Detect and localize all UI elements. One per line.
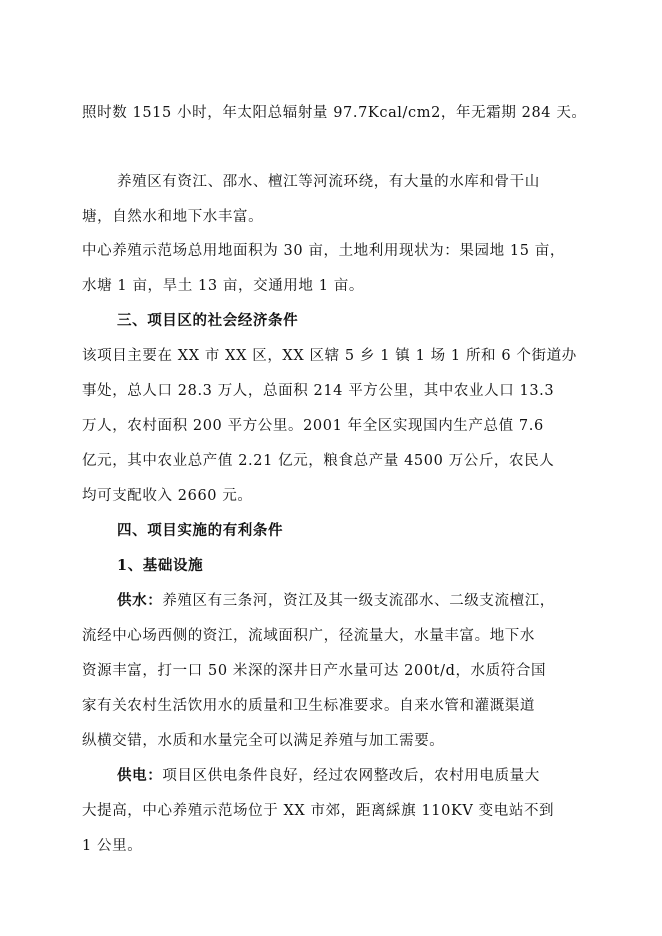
paragraph-line: 资源丰富，打一口 50 米深的深井日产水量可达 200t/d，水质符合国 bbox=[82, 663, 547, 679]
paragraph-line: 纵横交错，水质和水量完全可以满足养殖与加工需要。 bbox=[82, 733, 445, 749]
paragraph-line bbox=[117, 591, 555, 611]
subsection-heading: 1、基础设施 bbox=[117, 557, 204, 574]
paragraph-text: 养殖区有三条河，资江及其一级支流邵水、二级支流檀江， bbox=[162, 593, 555, 609]
paragraph-line: 均可支配收入 2660 元。 bbox=[82, 488, 253, 504]
paragraph-line: 中心养殖示范场总用地面积为 30 亩，土地利用现状为：果园地 15 亩， bbox=[82, 243, 565, 259]
paragraph-line: 塘，自然水和地下水丰富。 bbox=[82, 209, 264, 225]
paragraph-line: 水塘 1 亩，旱土 13 亩，交通用地 1 亩。 bbox=[82, 278, 364, 294]
paragraph-line: 亿元，其中农业总产值 2.21 亿元，粮食总产量 4500 万公斤，农民人 bbox=[82, 453, 555, 469]
paragraph-line: 该项目主要在 XX 市 XX 区，XX 区辖 5 乡 1 镇 1 场 1 所和 6 个街道办 bbox=[82, 348, 577, 364]
paragraph-line: 事处，总人口 28.3 万人，总面积 214 平方公里，其中农业人口 13.3 bbox=[82, 383, 555, 399]
paragraph-text: 项目区供电条件良好，经过农网整改后，农村用电质量大 bbox=[162, 768, 540, 784]
section-heading: 四、项目实施的有利条件 bbox=[117, 522, 284, 539]
paragraph-line: 家有关农村生活饮用水的质量和卫生标准要求。自来水管和灌溉渠道 bbox=[82, 698, 535, 714]
paragraph-line: 万人，农村面积 200 平方公里。2001 年全区实现国内生产总值 7.6 bbox=[82, 418, 544, 434]
paragraph-line: 养殖区有资江、邵水、檀江等河流环绕，有大量的水库和骨干山 bbox=[117, 174, 540, 190]
water-supply-label: 供水： bbox=[117, 592, 163, 609]
paragraph-line: 流经中心场西侧的资江，流域面积广，径流量大，水量丰富。地下水 bbox=[82, 628, 535, 644]
paragraph-line: 照时数 1515 小时，年太阳总辐射量 97.7Kcal/cm2，年无霜期 284 天。 bbox=[82, 105, 587, 121]
power-supply-label: 供电： bbox=[117, 767, 163, 784]
paragraph-line bbox=[117, 766, 540, 786]
paragraph-line: 1 公里。 bbox=[82, 838, 143, 854]
paragraph-line: 大提高，中心养殖示范场位于 XX 市郊，距离綵旗 110KV 变电站不到 bbox=[82, 803, 555, 819]
section-heading: 三、项目区的社会经济条件 bbox=[117, 312, 299, 329]
